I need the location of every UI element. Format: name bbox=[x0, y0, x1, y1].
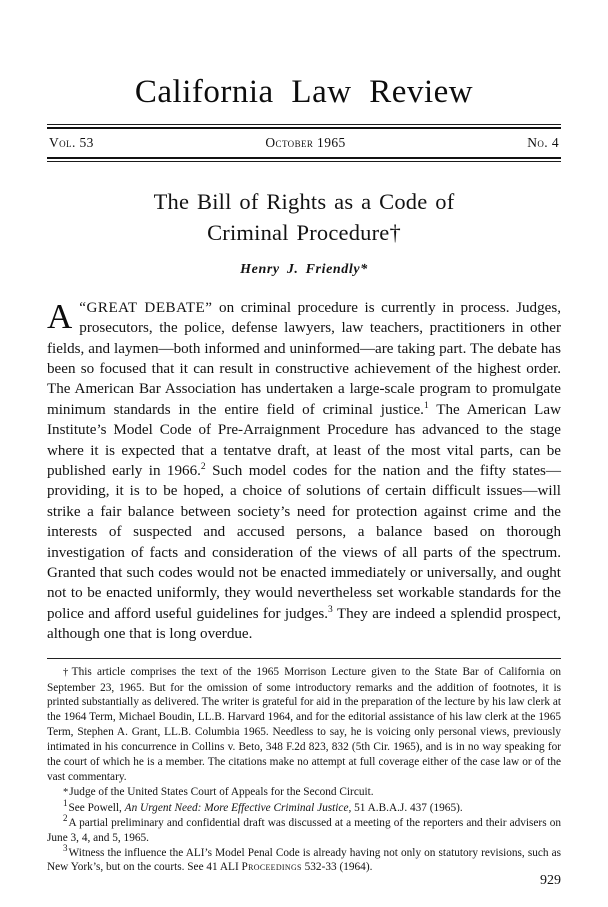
footnote-dagger bbox=[47, 665, 561, 785]
article-title-line-1: The Bill of Rights as a Code of bbox=[153, 188, 455, 214]
footnote-1-title: An Urgent Need: More Effective Criminal Justice, bbox=[124, 801, 352, 814]
issue-date: October 1965 bbox=[265, 134, 346, 150]
lead-quote: “GREAT DEBATE” bbox=[79, 299, 213, 316]
footnote-ref-2[interactable]: 2 bbox=[200, 461, 206, 472]
footnotes-block bbox=[47, 665, 561, 876]
volume-label: Vol. 53 bbox=[49, 134, 94, 150]
body-text-1: on criminal procedure is currently in process. Judges, prosecutors, the police, defense lawyers, law teachers, practitioners in other fields, and laymen—both informed and uninformed—are taking part. The debate has been so focused that it can result in constructive achievement of the highest order. The American Bar Association has undertaken a large-scale program to promulgate minimum standards in the entire field of criminal justice. bbox=[47, 299, 562, 418]
footnote-asterisk-text: Judge of the United States Court of Appeals for the Second Circuit. bbox=[69, 785, 374, 798]
footnote-separator-rule bbox=[47, 658, 561, 659]
footnote-ref-3[interactable]: 3 bbox=[328, 604, 333, 615]
masthead-rule-bottom bbox=[47, 157, 561, 162]
footnote-3-text-before: Witness the influence the ALI’s Model Penal Code is already having not only on statutory revisions, such as New York’s, but on the courts. See 41 ALI bbox=[47, 846, 561, 874]
article-body bbox=[47, 298, 561, 645]
footnote-dagger-text: This article comprises the text of the 1965 Morrison Lecture given to the State Bar of California on September 23, 1965. But for the omission of some introductory remarks and the addition of footnotes, it is printed substantially as delivered. The writer is grateful for aid in the preparation of the lecture by his law clerk at the 1964 Term, Michael Boudin, LL.B. Harvard 1964, and for the editorial assistance of his law clerk at the 1965 Term, Stephen A. Grant, LL.B. Columbia 1965. Needless to say, he is voicing only personal views, previously intimated in his concurrence in Collins v. Beto, 348 F.2d 823, 832 (5th Cir. 1965), and is in no way speaking for the court of which he is a member. The citations make no attempt at full coverage either of the case law or of the vast commentary. bbox=[47, 665, 561, 783]
footnote-marker-2: 2 bbox=[63, 812, 68, 823]
body-paragraph bbox=[47, 298, 561, 645]
footnote-3-source: Proceedings bbox=[241, 861, 302, 874]
article-title bbox=[47, 186, 561, 248]
article-header bbox=[47, 186, 561, 278]
footnote-marker-asterisk: * bbox=[63, 786, 69, 798]
article-author: Henry J. Friendly* bbox=[240, 261, 368, 277]
footnote-ref-1[interactable]: 1 bbox=[423, 400, 429, 411]
article-title-line-2: Criminal Procedure† bbox=[207, 219, 401, 245]
body-text-4: They are indeed a splendid prospect, although one that is long overdue. bbox=[47, 605, 562, 643]
footnote-2 bbox=[47, 812, 561, 846]
volume-issue-line bbox=[47, 129, 561, 157]
masthead bbox=[47, 0, 561, 162]
footnote-1-text-before: See Powell, bbox=[68, 801, 125, 814]
body-text-3: Such model codes for the nation and the fifty states—providing, it is to be hoped, a choice of solutions of certain difficult issues—will strike a fair balance between society’s need for protection against crime and the interests of suspected and accused persons, a balance based on thorough investigation of facts and consideration of the views of all parts of the spectrum. Granted that such codes would not be enacted immediately or universally, and ought not to be enacted uniformly, they would nevertheless set workable standards for the police and afford useful guidelines for judges. bbox=[47, 462, 561, 622]
issue-number: No. 4 bbox=[527, 134, 559, 150]
footnote-2-text: A partial preliminary and confidential draft was discussed at a meeting of the reporters and their advisers on June 3, 4, and 5, 1965. bbox=[47, 816, 561, 844]
footnote-marker-dagger: † bbox=[63, 666, 71, 678]
footnote-1 bbox=[47, 798, 561, 816]
footnote-3-text-after: 532-33 (1964). bbox=[301, 861, 373, 874]
body-text-2: The American Law Institute’s Model Code of Pre-Arraignment Procedure has advanced to the stage where it is expected that a tentatve draft, at least of the most vital parts, can be published early in 1966. bbox=[47, 401, 561, 479]
drop-cap: A bbox=[47, 296, 73, 336]
footnote-marker-1: 1 bbox=[63, 798, 68, 809]
page-number: 929 bbox=[540, 873, 561, 888]
footnote-asterisk bbox=[47, 785, 561, 801]
footnote-3 bbox=[47, 842, 561, 876]
journal-title: California Law Review bbox=[134, 74, 474, 110]
footnote-marker-3: 3 bbox=[63, 842, 68, 853]
footnote-1-text-after: 51 A.B.A.J. 437 (1965). bbox=[351, 801, 463, 814]
